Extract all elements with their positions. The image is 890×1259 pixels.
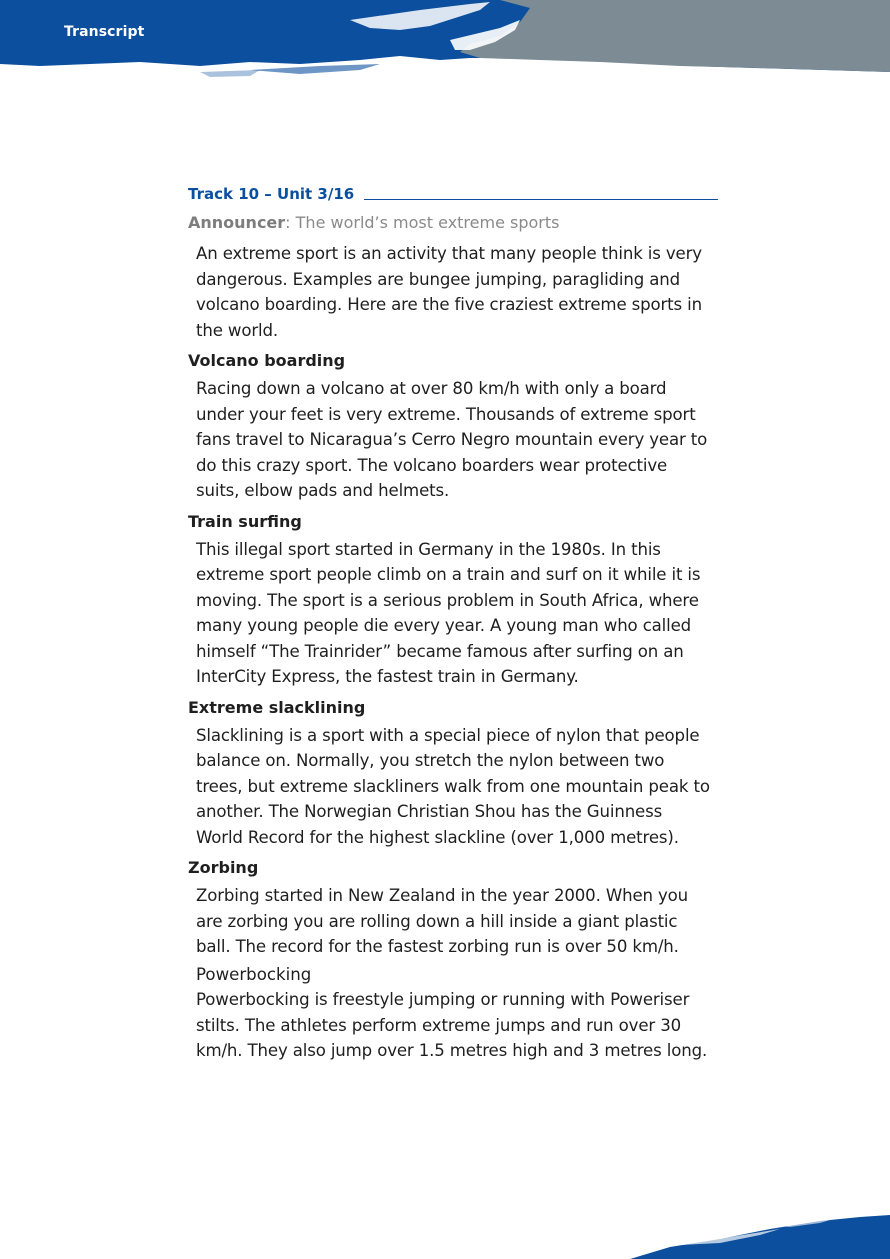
announcer-speaker: Announcer <box>188 213 286 232</box>
transcript-content <box>188 183 718 1064</box>
section-heading-zorbing: Zorbing <box>188 858 259 877</box>
section-text-extreme-slacklining: Slacklining is a sport with a special piece of nylon that people balance on. Normally, you stretch the nylon between two trees, but extreme slackliners walk from one mountain peak to another. The Norwegian Christian Shou has the Guinness World Record for the highest slackline (over 1,000 metres). <box>196 725 710 847</box>
section-text-powerbocking: Powerbocking is freestyle jumping or running with Poweriser stilts. The athletes perform extreme jumps and run over 30 km/h. They also jump over 1.5 metres high and 3 metres long. <box>196 990 708 1060</box>
bottom-brush-banner <box>590 1199 890 1259</box>
track-divider <box>364 199 718 200</box>
announcer-line <box>188 213 718 233</box>
announcer-text: : The world’s most extreme sports <box>285 213 560 232</box>
track-title: Track 10 – Unit 3/16 <box>188 185 355 203</box>
section-heading-volcano-boarding: Volcano boarding <box>188 351 346 370</box>
section-text-train-surfing: This illegal sport started in Germany in the 1980s. In this extreme sport people climb on a train and surf on it while it is moving. The sport is a serious problem in South Africa, where many young people die every year. A young man who called himself “The Trainrider” became famous after surfing on an InterCity Express, the fastest train in Germany. <box>196 539 701 686</box>
intro-paragraph: An extreme sport is an activity that many people think is very dangerous. Examples are bungee jumping, paragliding and volcano boarding. Here are the five craziest extreme sports in the world. <box>196 244 702 340</box>
section-heading-extreme-slacklining: Extreme slacklining <box>188 697 366 717</box>
section-heading-powerbocking: Powerbocking <box>196 964 312 984</box>
top-brush-banner <box>0 0 890 80</box>
section-text-zorbing: Zorbing started in New Zealand in the year 2000. When you are zorbing you are rolling down a hill inside a giant plastic ball. The record for the fastest zorbing run is over 50 km/h. <box>196 886 689 956</box>
transcript-label: Transcript <box>64 24 145 40</box>
track-header <box>188 183 718 203</box>
section-heading-train-surfing: Train surfing <box>188 511 302 531</box>
section-text-volcano-boarding: Racing down a volcano at over 80 km/h with only a board under your feet is very extreme. Thousands of extreme sport fans travel to Nicaragua’s Cerro Negro mountain every year to do this crazy sport. The volcano boarders wear protective suits, elbow pads and helmets. <box>196 379 708 500</box>
